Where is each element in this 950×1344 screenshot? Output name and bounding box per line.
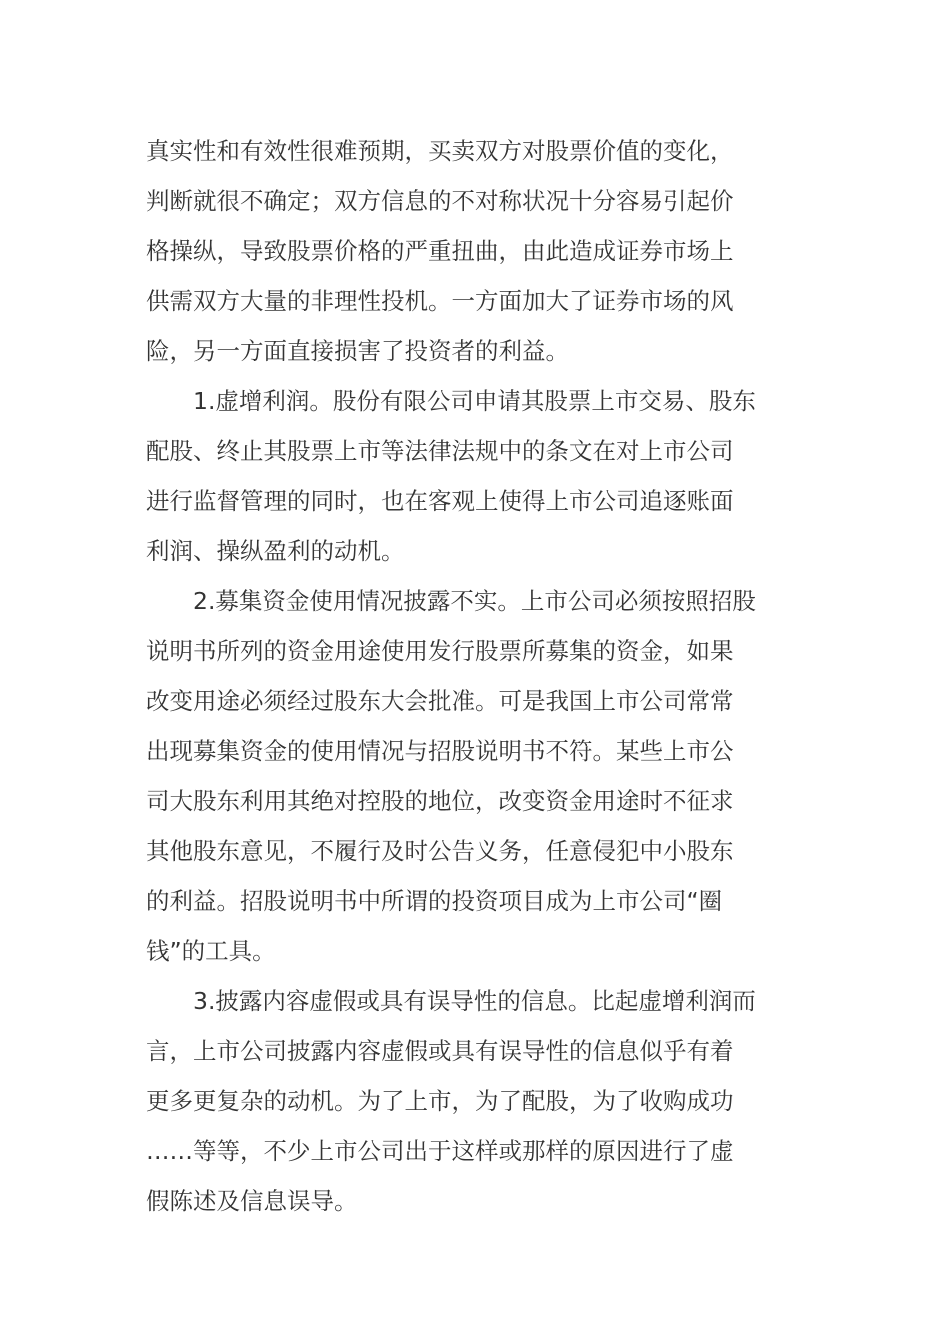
- body-text: [146, 126, 826, 1226]
- text-line: 说明书所列的资金用途使用发行股票所募集的资金，如果: [146, 637, 734, 665]
- text-line: ……等等，不少上市公司出于这样或那样的原因进行了虚: [146, 1137, 734, 1165]
- text-line: 险，另一方面直接损害了投资者的利益。: [146, 337, 569, 365]
- text-line: 判断就很不确定；双方信息的不对称状况十分容易引起价: [146, 187, 734, 215]
- text-line: 改变用途必须经过股东大会批准。可是我国上市公司常常: [146, 687, 734, 715]
- paragraph-2-start: 2.募集资金使用情况披露不实。上市公司必须按照招股: [193, 587, 756, 615]
- text-line: 言，上市公司披露内容虚假或具有误导性的信息似乎有着: [146, 1037, 734, 1065]
- paragraph-1-start: 1.虚增利润。股份有限公司申请其股票上市交易、股东: [193, 387, 756, 415]
- text-line: 其他股东意见，不履行及时公告义务，任意侵犯中小股东: [146, 837, 734, 865]
- text-line: 钱”的工具。: [146, 937, 276, 965]
- text-line: 出现募集资金的使用情况与招股说明书不符。某些上市公: [146, 737, 734, 765]
- text-line: 假陈述及信息误导。: [146, 1187, 358, 1215]
- text-line: 进行监督管理的同时，也在客观上使得上市公司追逐账面: [146, 487, 734, 515]
- text-line: 司大股东利用其绝对控股的地位，改变资金用途时不征求: [146, 787, 734, 815]
- text-line: 配股、终止其股票上市等法律法规中的条文在对上市公司: [146, 437, 734, 465]
- text-line: 利润、操纵盈利的动机。: [146, 537, 405, 565]
- text-line: 更多更复杂的动机。为了上市，为了配股，为了收购成功: [146, 1087, 734, 1115]
- text-line: 格操纵，导致股票价格的严重扭曲，由此造成证券市场上: [146, 237, 734, 265]
- text-line: 的利益。招股说明书中所谓的投资项目成为上市公司“圈: [146, 887, 723, 915]
- paragraph-3-start: 3.披露内容虚假或具有误导性的信息。比起虚增利润而: [193, 987, 756, 1015]
- text-line: 真实性和有效性很难预期，买卖双方对股票价值的变化，: [146, 137, 734, 165]
- text-line: 供需双方大量的非理性投机。一方面加大了证券市场的风: [146, 287, 734, 315]
